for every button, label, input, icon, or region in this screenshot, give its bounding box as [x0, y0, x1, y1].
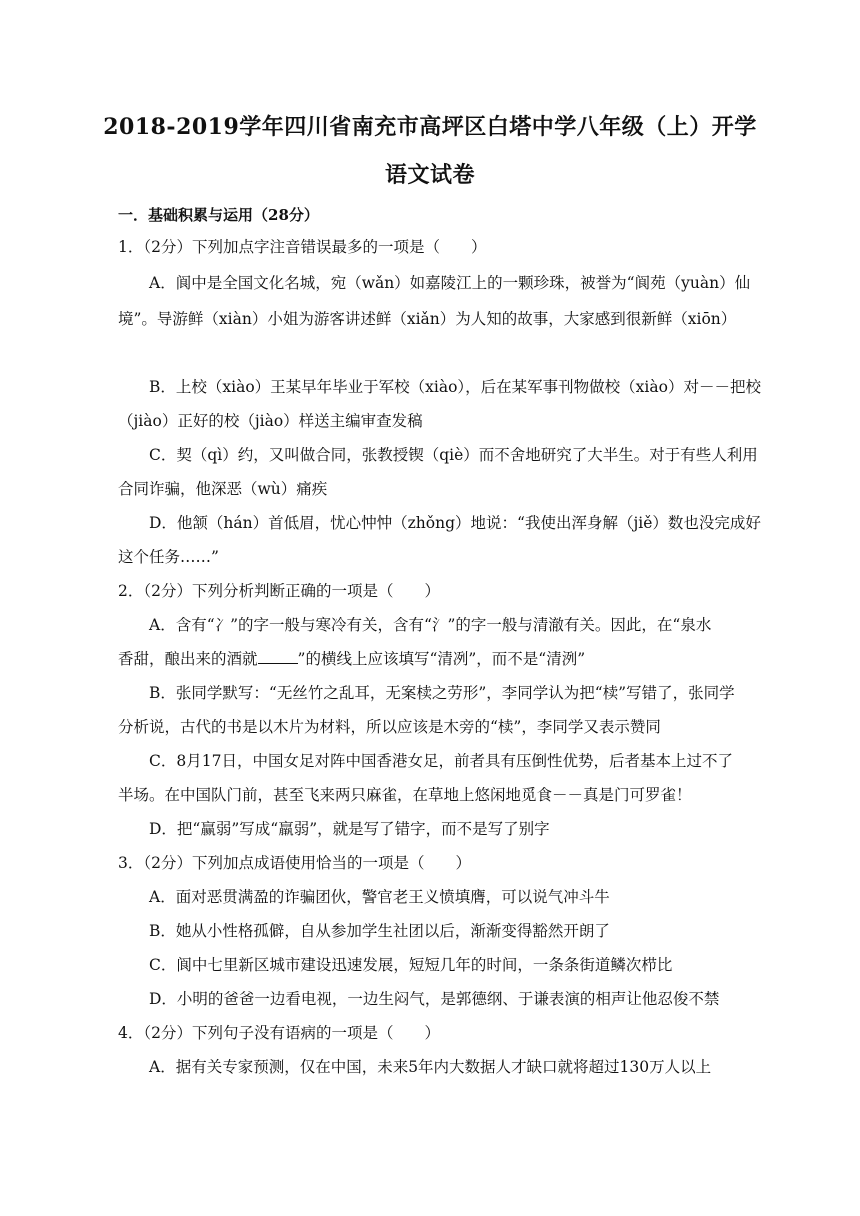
question-1-option-d-line1: D．他颔（hán）首低眉，忧心忡忡（zhǒng）地说：“我使出浑身解（jiě）数也没完成好 — [149, 514, 761, 532]
question-1-option-b-line2: （jiào）正好的校（jiào）样送主编审查发稿 — [118, 412, 423, 430]
question-1-option-c-line2: 合同诈骗，他深恶（wù）痛疾 — [118, 480, 328, 498]
question-2-option-a-text-after-blank: ”的横线上应该填写“清冽”，而不是“清洌” — [297, 650, 586, 668]
question-3-option-a: A．面对恶贯满盈的诈骗团伙，警官老王义愤填膺，可以说气冲斗牛 — [149, 888, 610, 906]
question-2-stem: 2．（2分）下列分析判断正确的一项是（ ） — [118, 582, 440, 600]
question-1-option-d-line2: 这个任务……” — [118, 548, 219, 566]
question-2-option-c-line1: C．8月17日，中国女足对阵中国香港女足，前者具有压倒性优势，后者基本上过不了 — [149, 752, 733, 770]
question-4-stem: 4．（2分）下列句子没有语病的一项是（ ） — [118, 1024, 440, 1042]
question-1-stem: 1．（2分）下列加点字注音错误最多的一项是（ ） — [118, 238, 487, 256]
question-3-stem: 3．（2分）下列加点成语使用恰当的一项是（ ） — [118, 854, 471, 872]
question-2-option-a-line1: A．含有“冫”的字一般与寒冷有关，含有“氵”的字一般与清澈有关。因此，在“泉水 — [149, 616, 712, 634]
question-2-option-c-line2: 半场。在中国队门前，甚至飞来两只麻雀，在草地上悠闲地觅食－－真是门可罗雀！ — [118, 786, 692, 804]
fill-in-blank — [258, 649, 298, 664]
question-1-option-a-line1: A．阆中是全国文化名城，宛（wǎn）如嘉陵江上的一颗珍珠，被誉为“阆苑（yuàn）仙 — [149, 274, 751, 292]
question-1-option-c-line1: C．契（qì）约，又叫做合同，张教授锲（qiè）而不舍地研究了大半生。对于有些人利用 — [149, 446, 758, 464]
question-3-option-b: B．她从小性格孤僻，自从参加学生社团以后，渐渐变得豁然开朗了 — [149, 922, 610, 940]
question-4-option-a: A．据有关专家预测，仅在中国，未来5年内大数据人才缺口就将超过130万人以上 — [149, 1058, 712, 1076]
question-2-option-b-line2: 分析说，古代的书是以木片为材料，所以应该是木旁的“椟”，李同学又表示赞同 — [118, 718, 661, 736]
question-2-option-a-text-before-blank: 香甜，酿出来的酒就 — [118, 650, 258, 668]
question-2-option-b-line1: B．张同学默写：“无丝竹之乱耳，无案椟之劳形”，李同学认为把“椟”写错了，张同学 — [149, 684, 735, 702]
question-3-option-d: D．小明的爸爸一边看电视，一边生闷气，是郭德纲、于谦表演的相声让他忍俊不禁 — [149, 990, 720, 1008]
question-1-option-b-line1: B．上校（xiào）王某早年毕业于军校（xiào），后在某军事刊物做校（xiào）对－－把校 — [149, 378, 761, 396]
question-1-option-a-line2: 境”。导游鲜（xiàn）小姐为游客讲述鲜（xiǎn）为人知的故事，大家感到很新鲜（xiōn） — [118, 310, 737, 328]
exam-title-line1: 2018-2019学年四川省南充市高坪区白塔中学八年级（上）开学 — [103, 114, 757, 140]
question-2-option-a-line2 — [118, 648, 585, 670]
question-2-option-d: D．把“赢弱”写成“羸弱”，就是写了错字，而不是写了别字 — [149, 820, 550, 838]
exam-title-line2: 语文试卷 — [384, 162, 475, 188]
question-3-option-c: C．阆中七里新区城市建设迅速发展，短短几年的时间，一条条街道鳞次栉比 — [149, 956, 673, 974]
section-heading: 一．基础积累与运用（28分） — [118, 206, 319, 224]
